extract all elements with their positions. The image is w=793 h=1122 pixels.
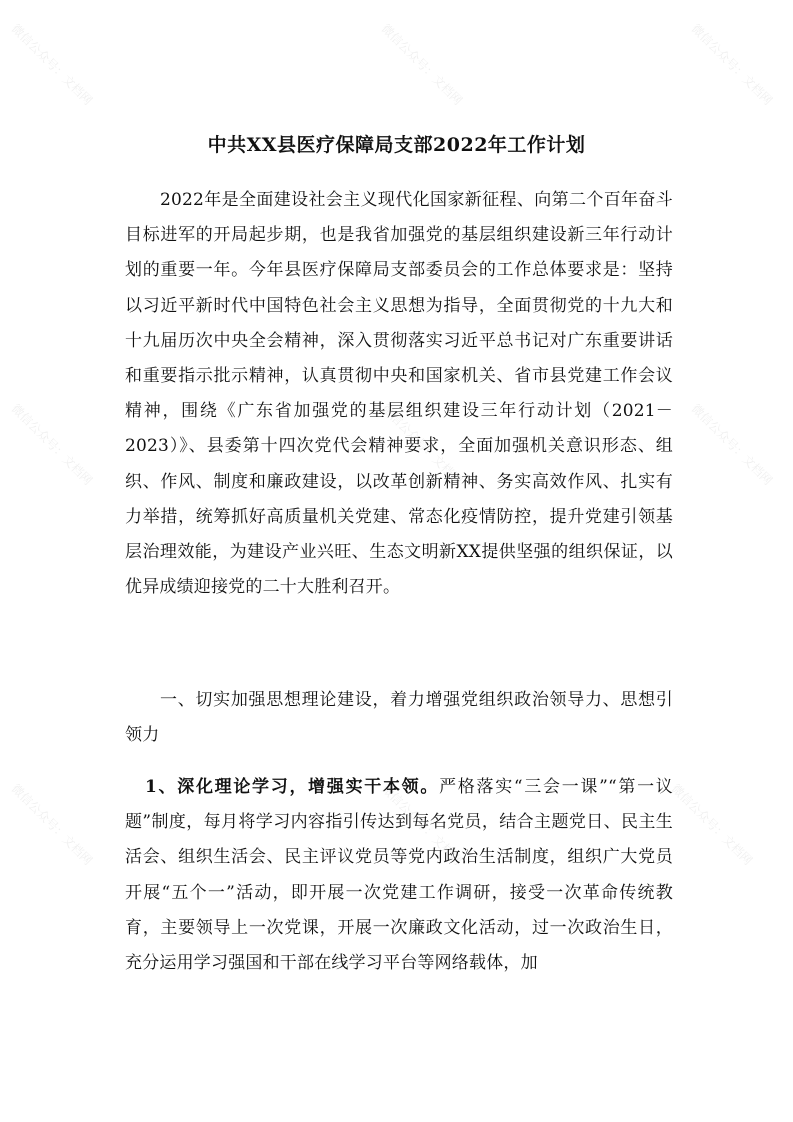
item-text: 严格落实“三会一课”“第一议题”制度，每月将学习内容指引传达到每名党员，结合主题党日、民主生活会、组织生活会、民主评议党员等党内政治生活制度，组织广大党员开展“五个一”活动，即开展一次党建工作调研，接受一次革命传统教育，主要领导上一次党课，开展一次廉政文化活动，过一次政治生日，充分运用学习强国和干部在线学习平台等网络载体，加: [125, 777, 674, 974]
watermark: 微信公众号：文档网: [378, 781, 465, 868]
watermark: 微信公众号：文档网: [378, 401, 465, 488]
document-title: 中共XX县医疗保障局支部2022年工作计划: [207, 134, 586, 156]
watermark: 微信公众号：文档网: [8, 781, 95, 868]
watermark: 微信公众号：文档网: [8, 401, 95, 488]
watermark: 微信公众号：文档网: [378, 21, 465, 108]
item-paragraph-1: [125, 770, 673, 981]
section-heading-1: 一、切实加强思想理论建设，着力增强党组织政治领导力、思想引领力: [125, 690, 673, 746]
item-lead: 1、深化理论学习，增强实干本领。: [145, 777, 440, 797]
watermark: 微信公众号：文档网: [668, 781, 755, 868]
intro-paragraph: 2022年是全面建设社会主义现代化国家新征程、向第二个百年奋斗目标进军的开局起步期，也是我省加强党的基层组织建设新三年行动计划的重要一年。今年县医疗保障局支部委员会的工作总体要求是：坚持以习近平新时代中国特色社会主义思想为指导，全面贯彻党的十九大和十九届历次中央全会精神，深入贯彻落实习近平总书记对广东重要讲话和重要指示批示精神，认真贯彻中央和国家机关、省市县党建工作会议精神，围绕《广东省加强党的基层组织建设三年行动计划（2021－2023）》、县委第十四次党代会精神要求，全面加强机关意识形态、组织、作风、制度和廉政建设，以改革创新精神、务实高效作风、扎实有力举措，统筹抓好高质量机关党建、常态化疫情防控，提升党建引领基层治理效能，为建设产业兴旺、生态文明新XX提供坚强的组织保证，以优异成绩迎接党的二十大胜利召开。: [125, 190, 673, 598]
watermark: 微信公众号：文档网: [688, 21, 775, 108]
watermark: 微信公众号：文档网: [8, 21, 95, 108]
watermark: 微信公众号：文档网: [688, 401, 775, 488]
